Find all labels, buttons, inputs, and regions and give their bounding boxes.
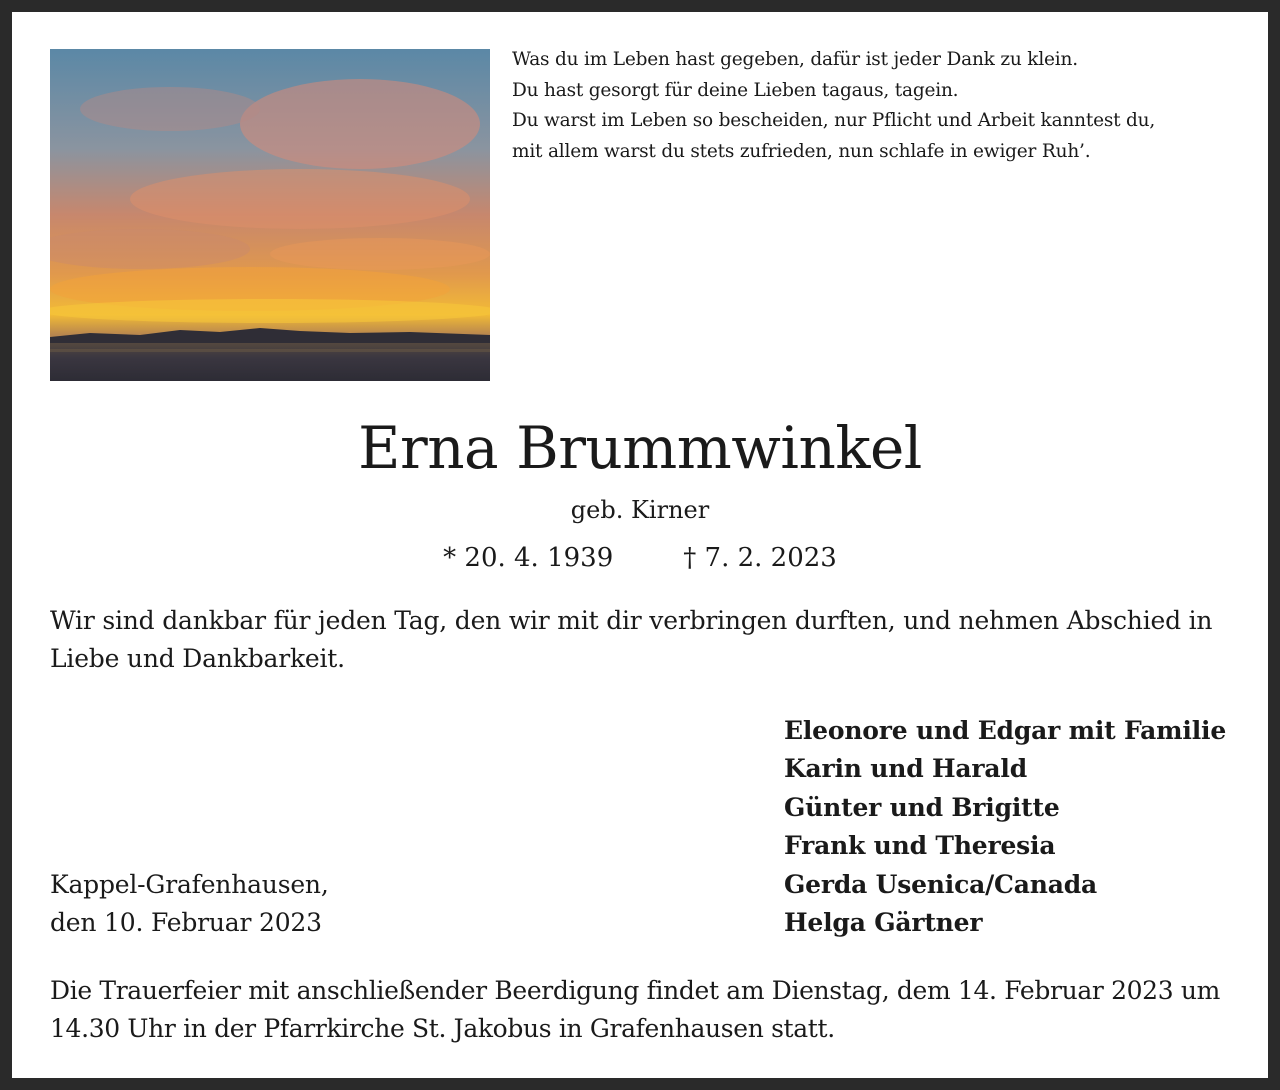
thanks-text: Wir sind dankbar für jeden Tag, den wir mit dir verbringen durften, und nehmen Abschied in Liebe und Dankbarkeit. (50, 606, 1213, 673)
obituary-card (12, 12, 1268, 1078)
life-dates (12, 540, 1268, 576)
funeral-notice: Die Trauerfeier mit anschließender Beerdigung findet am Dienstag, dem 14. Februar 2023 um 14.30 Uhr in der Pfarrkirche St. Jakobus in Grafenhausen statt. (50, 976, 1220, 1043)
family-list (784, 712, 1226, 942)
maiden-name: geb. Kirner (570, 496, 710, 524)
sunset-photo (50, 49, 490, 381)
place-date: den 10. Februar 2023 (50, 908, 322, 938)
family-member: Helga Gärtner (784, 908, 983, 938)
family-member: Eleonore und Edgar mit Familie (784, 716, 1227, 745)
place-city: Kappel-Grafenhausen, (50, 870, 329, 899)
poem-line: Was du im Leben hast gegeben, dafür ist jeder Dank zu klein. (512, 49, 1078, 70)
deceased-name: Erna Brummwinkel (358, 414, 922, 482)
sunset-image (50, 49, 490, 381)
family-member: Günter und Brigitte (784, 792, 1060, 822)
death-date: † 7. 2. 2023 (683, 543, 837, 573)
poem-line: Du hast gesorgt für deine Lieben tagaus, tagein. (512, 79, 959, 101)
poem-line: mit allem warst du stets zufrieden, nun schlafe in ewiger Ruh’. (512, 140, 1091, 162)
family-member: Karin und Harald (784, 754, 1027, 784)
poem (512, 45, 1155, 167)
birth-date: * 20. 4. 1939 (443, 543, 614, 573)
poem-line: Du warst im Leben so bescheiden, nur Pflicht und Arbeit kanntest du, (512, 110, 1156, 131)
place-and-date (50, 866, 329, 943)
family-member: Gerda Usenica/Canada (784, 869, 1097, 899)
family-member: Frank und Theresia (784, 831, 1056, 861)
